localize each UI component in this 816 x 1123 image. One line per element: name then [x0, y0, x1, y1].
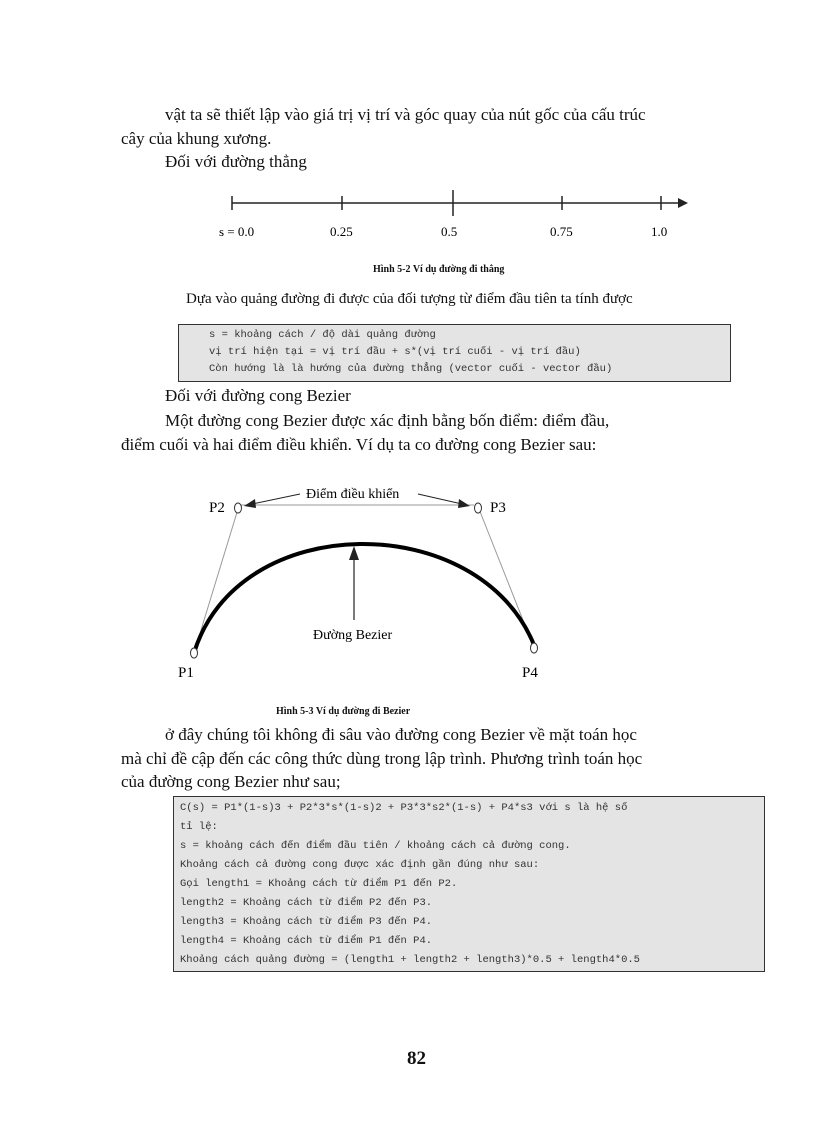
code-line: length3 = Khoảng cách từ điểm P3 đến P4.: [180, 916, 433, 928]
code-line: tỉ lệ:: [180, 821, 218, 833]
paragraph-text: mà chỉ đề cập đến các công thức dùng trong lập trình. Phương trình toán học: [121, 749, 643, 768]
code-line: vị trí hiện tại = vị trí đầu + s*(vị trí cuối - vị trí đầu): [209, 346, 581, 358]
code-block-bezier: [173, 796, 765, 972]
arrowhead: [458, 499, 470, 508]
code-line: s = khoảng cách đến điểm đầu tiên / khoảng cách cả đường cong.: [180, 840, 571, 852]
code-line: s = khoảng cách / độ dài quảng đường: [209, 329, 436, 341]
arrowhead: [349, 546, 359, 560]
tick-label: 0.25: [330, 224, 353, 239]
point-label: P3: [490, 500, 506, 516]
code-line: Còn hướng là là hướng của đường thẳng (vector cuối - vector đầu): [209, 363, 613, 375]
tick-label: 1.0: [651, 224, 668, 239]
point-marker: [191, 648, 198, 658]
code-line: Khoảng cách cả đường cong được xác định gần đúng như sau:: [180, 859, 540, 871]
paragraph-text: ở đây chúng tôi không đi sâu vào đường cong Bezier về mặt toán học: [165, 725, 637, 744]
point-marker: [475, 503, 482, 513]
paragraph-text: điểm cuối và hai điểm điều khiển. Ví dụ ta co đường cong Bezier sau:: [121, 435, 597, 454]
tick-label: s = 0.0: [219, 224, 255, 239]
section-heading-line: Đối với đường thẳng: [165, 152, 307, 171]
point-label: P2: [209, 500, 225, 516]
figure-caption: Hình 5-3 Ví dụ đường đi Bezier: [276, 706, 411, 717]
figure-caption: Hình 5-2 Ví dụ đường đi thẳng: [373, 264, 505, 275]
paragraph-text: Một đường cong Bezier được xác định bằng bốn điểm: điểm đầu,: [165, 411, 610, 430]
curve-label: Đường Bezier: [313, 628, 393, 643]
paragraph-text: vật ta sẽ thiết lập vào giá trị vị trí và góc quay của nút gốc của cấu trúc: [165, 105, 646, 124]
arrowhead: [244, 499, 256, 508]
code-line: Khoảng cách quảng đường = (length1 + length2 + length3)*0.5 + length4*0.5: [180, 954, 640, 966]
code-line: C(s) = P1*(1-s)3 + P2*3*s*(1-s)2 + P3*3*s2*(1-s) + P4*s3 với s là hệ số: [180, 802, 628, 814]
control-points-label: Điểm điều khiển: [306, 487, 400, 502]
point-label: P1: [178, 665, 194, 681]
section-heading-bezier: Đối với đường cong Bezier: [165, 386, 351, 405]
arrow-line: [418, 494, 462, 504]
point-label: P4: [522, 665, 538, 681]
code-line: length2 = Khoảng cách từ điểm P2 đến P3.: [180, 897, 433, 909]
page-number: 82: [407, 1048, 426, 1069]
point-marker: [531, 643, 538, 653]
arrow-line: [252, 494, 300, 504]
point-marker: [235, 503, 242, 513]
paragraph-text: Dựa vào quảng đường đi được của đối tượng từ điểm đầu tiên ta tính được: [186, 291, 633, 307]
code-line: length4 = Khoảng cách từ điểm P1 đến P4.: [180, 935, 433, 947]
tick-label: 0.5: [441, 224, 458, 239]
tick-label: 0.75: [550, 224, 573, 239]
code-line: Gọi length1 = Khoảng cách từ điểm P1 đến P2.: [180, 878, 458, 890]
paragraph-text: của đường cong Bezier như sau;: [121, 772, 341, 791]
paragraph-text: cây của khung xương.: [121, 129, 272, 148]
